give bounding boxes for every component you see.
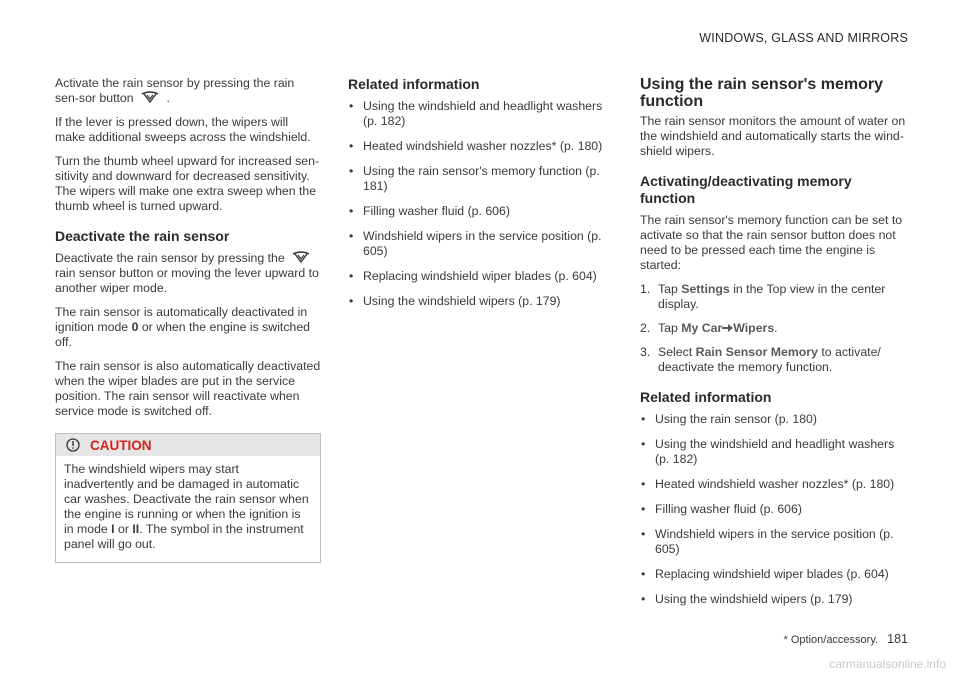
caution-text: The windshield wipers may start inadvertently and be damaged in automatic car washes. Deactivate the rain sensor when the engine is running or when the ignition is in mode I or II. The symbol in the instrument panel will go out. <box>64 462 309 551</box>
arrow-right-icon <box>722 323 733 333</box>
caution-box <box>55 433 321 563</box>
related-link[interactable]: • Replacing windshield wiper blades (p. 604) <box>348 269 610 284</box>
step-3: 3. Select Rain Sensor Memory to activate/ deactivate the memory function. <box>640 345 881 374</box>
related-link[interactable]: • Using the windshield wipers (p. 179) <box>348 294 610 309</box>
step-1: 1. Tap Settings in the Top view in the center display. <box>640 282 886 311</box>
related-link[interactable]: • Using the windshield and headlight washers (p. 182) <box>640 437 908 467</box>
related-link[interactable]: • Using the rain sensor (p. 180) <box>640 412 908 427</box>
section-title: Using the rain sensor's memory function <box>640 76 883 110</box>
rain-sensor-icon <box>140 91 160 105</box>
related-link[interactable]: • Filling washer fluid (p. 606) <box>640 502 908 517</box>
service-paragraph: The rain sensor is also automatically deactivated when the wiper blades are put in the service position. The rain sensor will reactivate when service mode is switched off. <box>55 359 321 418</box>
memory-subheading: Activating/deactivating memory function <box>640 173 852 206</box>
intro-paragraph: The rain sensor monitors the amount of water on the windshield and automatically starts the wind-shield wipers. <box>640 114 906 158</box>
my-car-ui-label: My Car <box>681 321 723 335</box>
caution-title: CAUTION <box>90 437 152 453</box>
related-link[interactable]: • Using the rain sensor's memory function (p. 181) <box>348 164 610 194</box>
rain-sensor-icon <box>291 251 311 265</box>
column-memory-function <box>640 76 908 617</box>
wipers-ui-label: Wipers <box>733 321 775 335</box>
page-number: 181 <box>887 632 908 646</box>
page-footer <box>784 632 908 646</box>
steps-list <box>640 282 908 375</box>
option-footnote: * Option/accessory. <box>783 634 879 646</box>
column-related-info <box>348 76 610 319</box>
related-link[interactable]: • Heated windshield washer nozzles* (p. 180) <box>348 139 610 154</box>
related-link[interactable]: • Filling washer fluid (p. 606) <box>348 204 610 219</box>
memory-description: The rain sensor's memory function can be set to activate so that the rain sensor button does not need to be pressed each time the engine is started: <box>640 213 903 272</box>
related-list <box>640 412 908 607</box>
activate-paragraph: Activate the rain sensor by pressing the rain sen-sor button . <box>55 76 295 105</box>
related-link[interactable]: • Windshield wipers in the service position (p. 605) <box>348 229 610 259</box>
column-rain-sensor <box>55 76 321 563</box>
related-heading: Related information <box>348 76 480 92</box>
watermark: carmanualsonline.info <box>829 657 946 671</box>
rain-sensor-memory-ui-label: Rain Sensor Memory <box>695 345 818 359</box>
caution-icon <box>66 438 80 452</box>
deactivate-heading: Deactivate the rain sensor <box>55 228 230 244</box>
related-link[interactable]: • Heated windshield washer nozzles* (p. 180) <box>640 477 908 492</box>
auto-deactivate-paragraph: The rain sensor is automatically deactivated in ignition mode 0 or when the engine is switched off. <box>55 305 311 349</box>
related-link[interactable]: • Replacing windshield wiper blades (p. 604) <box>640 567 908 582</box>
related-link[interactable]: • Using the windshield and headlight washers (p. 182) <box>348 99 610 129</box>
step-2: 2. Tap My Car Wipers. <box>640 321 778 335</box>
deactivate-paragraph: Deactivate the rain sensor by pressing the rain sensor button or moving the lever upward to another wiper mode. <box>55 251 319 295</box>
caution-header <box>56 434 320 456</box>
related-link[interactable]: • Windshield wipers in the service position (p. 605) <box>640 527 908 557</box>
thumb-wheel-paragraph: Turn the thumb wheel upward for increased sen-sitivity and downward for decreased sensitivity. The wipers will make one extra sweep when the thumb wheel is turned upward. <box>55 154 320 213</box>
related-heading: Related information <box>640 389 772 405</box>
lever-paragraph: If the lever is pressed down, the wipers will make additional sweeps across the windshield. <box>55 115 311 144</box>
settings-ui-label: Settings <box>681 282 730 296</box>
running-header: WINDOWS, GLASS AND MIRRORS <box>699 31 908 45</box>
related-link[interactable]: • Using the windshield wipers (p. 179) <box>640 592 908 607</box>
related-list <box>348 99 610 309</box>
